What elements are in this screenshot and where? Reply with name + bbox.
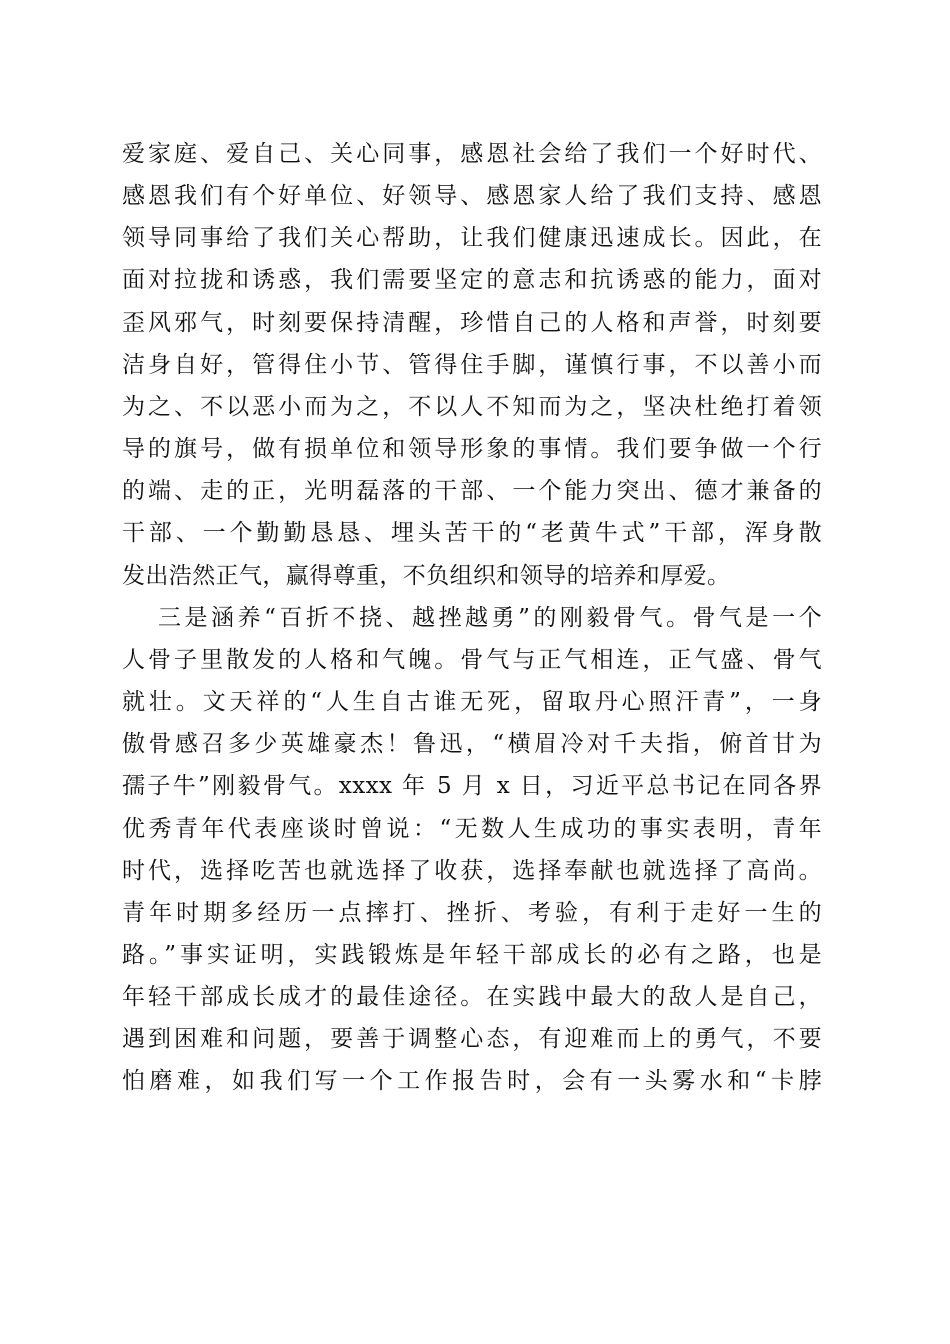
paragraph-1-line-10: 干部、一个勤勤恳恳、埋头苦干的“老黄牛式”干部，浑身散 [122,520,822,546]
paragraph-2-line-2: 人骨子里散发的人格和气魄。骨气与正气相连，正气盛、骨气 [122,647,822,673]
paragraph-2-line-7: 时代，选择吃苦也就选择了收获，选择奉献也就选择了高尚。 [122,858,822,884]
paragraph-2-line-3: 就壮。文天祥的“人生自古谁无死，留取丹心照汗青”，一身 [122,689,822,715]
paragraph-2-line-14 [122,1148,822,1184]
paragraph-1-line-3: 领导同事给了我们关心帮助，让我们健康迅速成长。因此，在 [122,225,822,251]
paragraph-2-line-10: 年轻干部成长成才的最佳途径。在实践中最大的敌人是自己， [122,984,822,1010]
paragraph-1-line-1: 爱家庭、爱自己、关心同事，感恩社会给了我们一个好时代、 [122,141,822,167]
paragraph-2-line-9: 路。”事实证明，实践锻炼是年轻干部成长的必有之路，也是 [122,942,822,968]
paragraph-1-line-11: 发出浩然正气，赢得尊重，不负组织和领导的培养和厚爱。 [122,563,731,589]
paragraph-1-line-4: 面对拉拢和诱惑，我们需要坚定的意志和抗诱惑的能力，面对 [122,267,822,293]
paragraph-2-line-6: 优秀青年代表座谈时曾说：“无数人生成功的事实表明，青年 [122,816,822,842]
paragraph-1-line-8: 导的旗号，做有损单位和领导形象的事情。我们要争做一个行 [122,436,822,462]
paragraph-2-line-12: 怕磨难，如我们写一个工作报告时，会有一头雾水和“卡脖 [122,1068,822,1094]
paragraph-1-line-7: 为之、不以恶小而为之，不以人不知而为之，坚决杜绝打着领 [122,394,822,420]
paragraph-1-line-5: 歪风邪气，时刻要保持清醒，珍惜自己的人格和声誉，时刻要 [122,310,822,336]
paragraph-1-line-9: 的端、走的正，光明磊落的干部、一个能力突出、德才兼备的 [122,478,822,504]
paragraph-2-line-13 [122,1106,822,1142]
paragraph-2-line-5: 孺子牛”刚毅骨气。xxxx 年 5 月 x 日，习近平总书记在同各界 [122,773,822,799]
paragraph-1-line-2: 感恩我们有个好单位、好领导、感恩家人给了我们支持、感恩 [122,183,822,209]
paragraph-1-line-6: 洁身自好，管得住小节、管得住手脚，谨慎行事，不以善小而 [122,352,822,378]
paragraph-2-line-4: 傲骨感召多少英雄豪杰！鲁迅，“横眉冷对千夫指，俯首甘为 [122,731,822,757]
paragraph-2-line-1: 三是涵养“百折不挠、越挫越勇”的刚毅骨气。骨气是一个 [158,605,822,631]
paragraph-2-line-8: 青年时期多经历一点摔打、挫折、考验，有利于走好一生的 [122,900,822,926]
paragraph-2-line-11: 遇到困难和问题，要善于调整心态，有迎难而上的勇气，不要 [122,1026,822,1052]
